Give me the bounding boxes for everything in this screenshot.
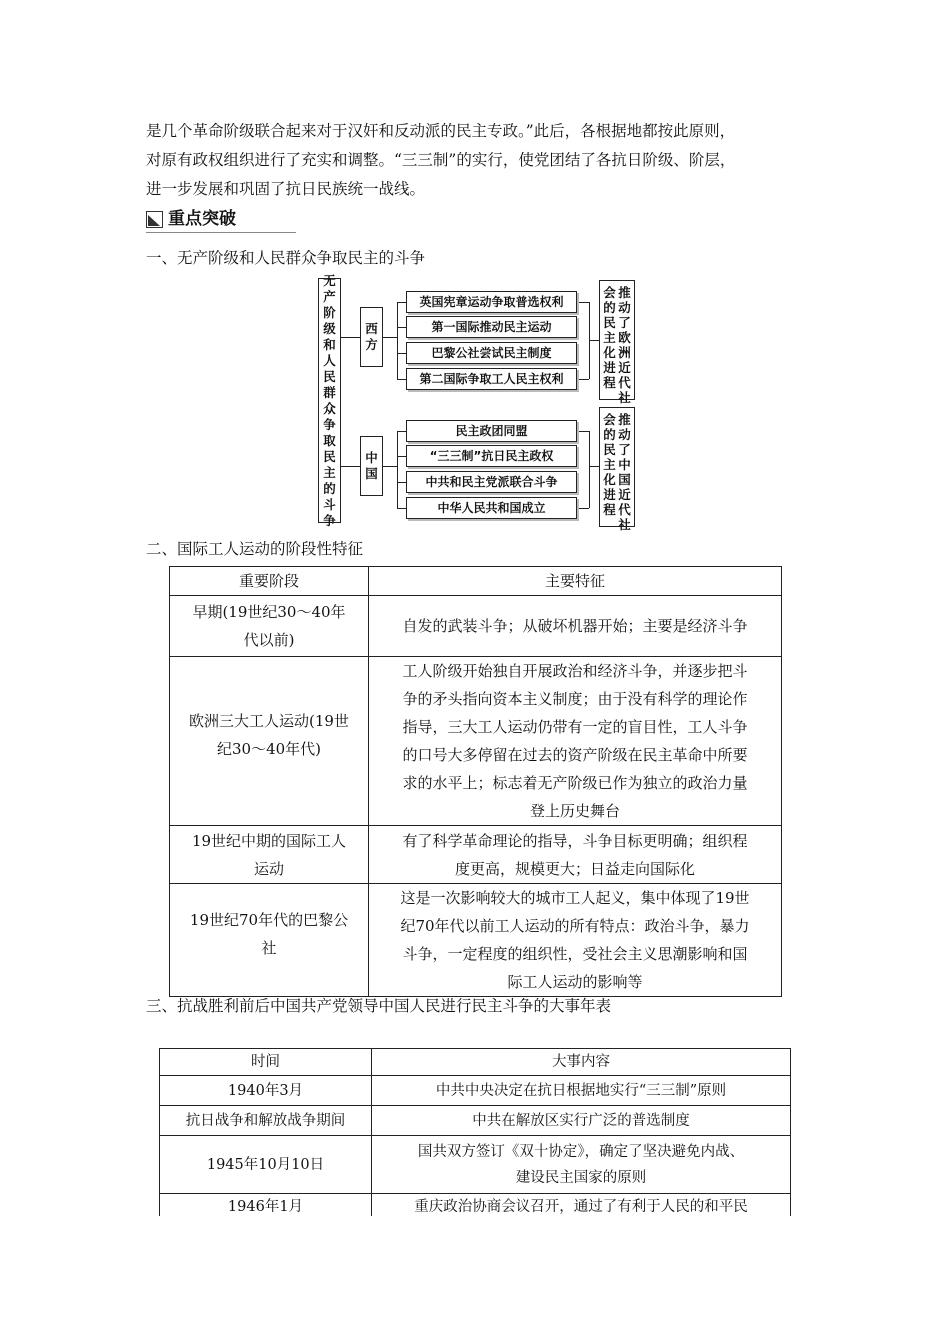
table-row [170,657,782,826]
china-item: “三三制”抗日民主政权 [406,445,577,467]
intro-line: 是几个革命阶级联合起来对于汉奸和反动派的民主专政。”此后，各根据地都按此原则， [146,122,736,140]
stage-cell: 欧洲三大工人运动(19世 纪30～40年代) [170,657,369,826]
china-item: 民主政团同盟 [406,420,577,442]
feature-cell: 自发的武装斗争；从破坏机器开始；主要是经济斗争 [369,596,782,657]
part3-heading: 三、抗战胜利前后中国共产党领导中国人民进行民主斗争的大事年表 [146,997,612,1015]
table-row [160,1106,791,1136]
intro-paragraph [146,117,810,204]
intro-line: 对原有政权组织进行了充实和调整。“三三制”的实行，使党团结了各抗日阶级、阶层， [146,151,736,169]
diagram-root-char: 众 [323,400,336,416]
table-header: 主要特征 [369,567,782,596]
section-header [146,208,270,232]
diagram-root-char: 民 [323,448,336,464]
stage-cell: 早期(19世纪30～40年 代以前) [170,596,369,657]
west-item: 巴黎公社尝试民主制度 [406,342,577,364]
event-cell: 重庆政治协商会议召开，通过了有利于人民的和平民 [372,1194,791,1224]
stage-cell: 19世纪中期的国际工人 运动 [170,826,369,884]
time-cell: 抗日战争和解放战争期间 [160,1106,372,1136]
part2-heading: 二、国际工人运动的阶段性特征 [146,540,364,558]
stage-cell: 19世纪70年代的巴黎公 社 [170,884,369,997]
workers-movement-table [169,566,782,997]
diagram-root-char: 和 [323,336,336,352]
part1-heading: 一、无产阶级和人民群众争取民主的斗争 [146,249,426,267]
diagram-root-char: 级 [323,320,336,336]
west-result-column: 推 动 了 欧 洲 近 代 社 [618,285,631,405]
page-cutoff [150,1216,800,1246]
table-header: 大事内容 [372,1049,791,1076]
china-item: 中华人民共和国成立 [406,497,577,519]
time-cell: 1940年3月 [160,1076,372,1106]
table-header: 重要阶段 [170,567,369,596]
diagram-root-char: 群 [323,384,336,400]
intro-line: 进一步发展和巩固了抗日民族统一战线。 [146,180,426,198]
table-header: 时间 [160,1049,372,1076]
feature-cell: 有了科学革命理论的指导，斗争目标更明确；组织程 度更高，规模更大；日益走向国际化 [369,826,782,884]
diagram-china-char: 国 [365,466,378,481]
diagram-root-char: 民 [323,368,336,384]
china-result-column: 会 的 民 主 化 进 程 [603,412,616,517]
diagram-root-char: 争 [323,416,336,432]
table-row [170,884,782,997]
table-row [160,1136,791,1194]
diagram-root-char: 主 [323,464,336,480]
west-item: 第二国际争取工人民主权利 [406,368,577,390]
diagram-west-char: 方 [365,337,378,352]
west-item: 第一国际推动民主运动 [406,316,577,338]
section-rule [146,232,296,233]
diagram-root-char: 取 [323,432,336,448]
section-marker-icon [146,211,163,228]
diagram-root-char: 无 [323,272,336,288]
event-cell: 中共在解放区实行广泛的普选制度 [372,1106,791,1136]
west-result-box [599,280,635,405]
diagram-root-char: 人 [323,352,336,368]
timeline-table [159,1048,791,1224]
china-item: 中共和民主党派联合斗争 [406,471,577,493]
table-row [170,826,782,884]
west-result-column: 会 的 民 主 化 进 程 [603,285,616,390]
china-result-box [599,407,635,532]
diagram-west-box [360,307,383,367]
diagram-root-box [318,272,341,528]
table-row [160,1076,791,1106]
event-cell: 中共中央决定在抗日根据地实行“三三制”原则 [372,1076,791,1106]
table-row [170,596,782,657]
west-item: 英国宪章运动争取普选权利 [406,291,577,313]
diagram-root-char: 产 [323,288,336,304]
diagram-root-char: 阶 [323,304,336,320]
diagram-west-char: 西 [365,321,378,336]
diagram-china-char: 中 [365,450,378,465]
diagram-china-box [360,436,383,496]
time-cell: 1946年1月 [160,1194,372,1224]
china-result-column: 推 动 了 中 国 近 代 社 [618,412,631,532]
time-cell: 1945年10月10日 [160,1136,372,1194]
diagram-root-char: 斗 [323,496,336,512]
section-title: 重点突破 [168,209,236,229]
feature-cell: 工人阶级开始独自开展政治和经济斗争，并逐步把斗 争的矛头指向资本主义制度；由于没有科学的理论作 指导，三大工人运动仍带有一定的盲目性，工人斗争 的口号大多停留在过去的资产阶级在民主革命中所要 求的水平上；标志着无产阶级已作为独立的政治力量 登上历史舞台 [369,657,782,826]
feature-cell: 这是一次影响较大的城市工人起义，集中体现了19世 纪70年代以前工人运动的所有特点：政治斗争，暴力 斗争，一定程度的组织性，受社会主义思潮影响和国 际工人运动的影响等 [369,884,782,997]
event-cell: 国共双方签订《双十协定》，确定了坚决避免内战、 建设民主国家的原则 [372,1136,791,1194]
diagram-root-char: 的 [323,480,336,496]
diagram-root-char: 争 [323,512,336,528]
